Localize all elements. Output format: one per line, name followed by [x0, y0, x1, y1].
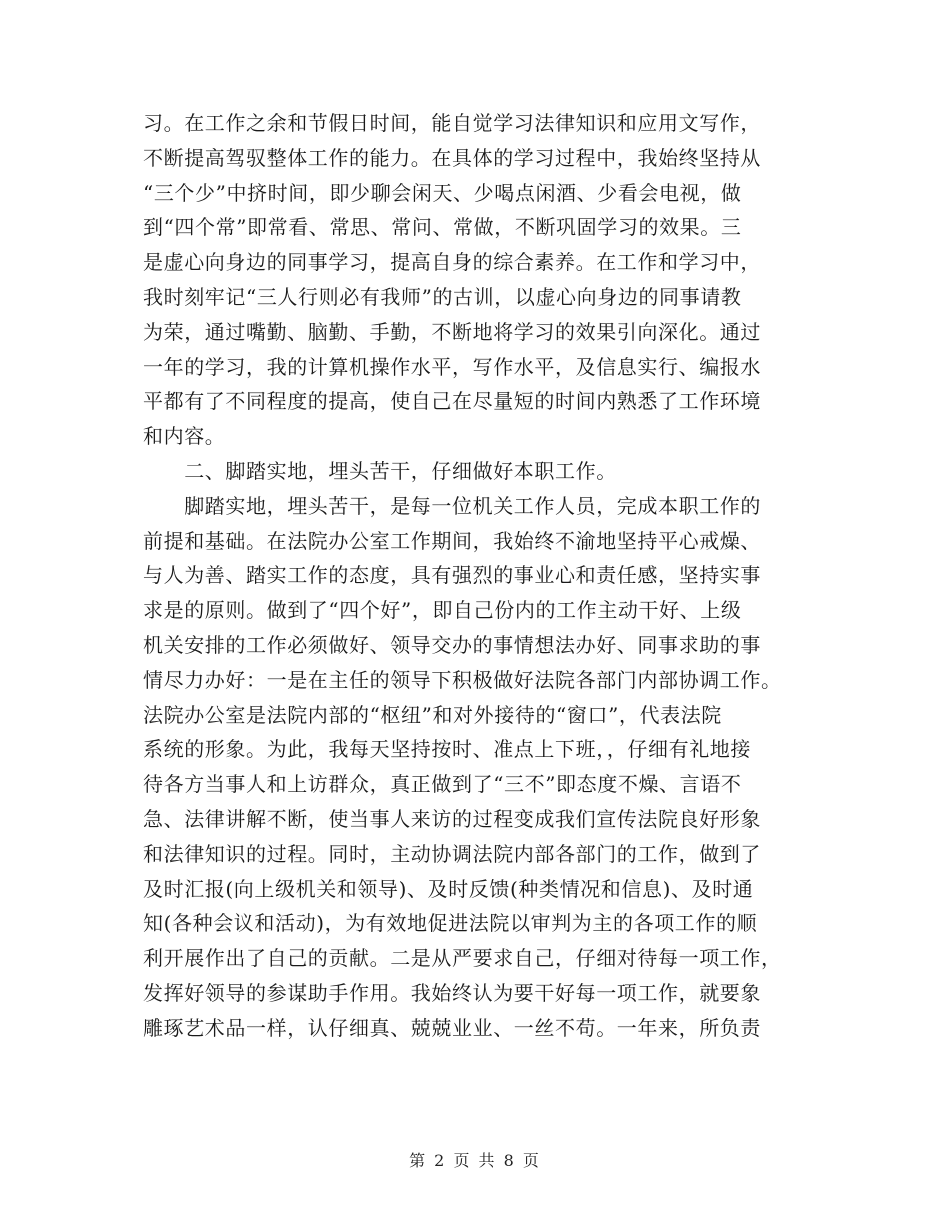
- text-line: 我时刻牢记“三人行则必有我师”的古训，以虚心向身边的同事请教: [143, 284, 742, 309]
- text-line: 求是的原则。做到了“四个好”，即自己份内的工作主动干好、上级: [143, 598, 742, 623]
- text-line: 情尽力办好：一是在主任的领导下积极做好法院各部门内部协调工作。: [143, 667, 782, 692]
- text-line: 一年的学习，我的计算机操作水平，写作水平，及信息实行、编报水: [143, 354, 761, 379]
- text-line: 机关安排的工作必须做好、领导交办的事情想法办好、同事求助的事: [143, 632, 761, 657]
- text-line: 前提和基础。在法院办公室工作期间，我始终不渝地坚持平心戒燥、: [143, 528, 761, 553]
- text-line: 不断提高驾驭整体工作的能力。在具体的学习过程中，我始终坚持从: [143, 145, 761, 170]
- text-line: 急、法律讲解不断，使当事人来访的过程变成我们宣传法院良好形象: [143, 806, 761, 831]
- body-text: [143, 106, 803, 1046]
- text-line: 脚踏实地，埋头苦干，是每一位机关工作人员，完成本职工作的: [143, 493, 761, 518]
- section-heading: 二、脚踏实地，埋头苦干，仔细做好本职工作。: [143, 458, 617, 483]
- text-line: 系统的形象。为此，我每天坚持按时、准点上下班，，仔细有礼地接: [143, 737, 751, 762]
- text-line: 及时汇报(向上级机关和领导)、及时反馈(种类情况和信息)、及时通: [143, 876, 754, 901]
- text-line: 待各方当事人和上访群众，真正做到了“三不”即态度不燥、言语不: [143, 772, 742, 797]
- page-number: 第 2 页 共 8 页: [409, 1151, 541, 1170]
- text-line: “三个少”中挤时间，即少聊会闲天、少喝点闲酒、少看会电视，做: [143, 180, 742, 205]
- text-line: 为荣，通过嘴勤、脑勤、手勤，不断地将学习的效果引向深化。通过: [143, 319, 761, 344]
- text-line: 习。在工作之余和节假日时间，能自觉学习法律知识和应用文写作，: [143, 111, 761, 135]
- text-line: 知(各种会议和活动)，为有效地促进法院以审判为主的各项工作的顺: [143, 911, 758, 936]
- text-line: 利开展作出了自己的贡献。二是从严要求自己，仔细对待每一项工作，: [143, 946, 782, 971]
- page-footer: [0, 1148, 950, 1171]
- text-line: 平都有了不同程度的提高，使自己在尽量短的时间内熟悉了工作环境: [143, 389, 761, 414]
- text-line: 是虚心向身边的同事学习，提高自身的综合素养。在工作和学习中，: [143, 250, 761, 275]
- text-line: 到“四个常”即常看、常思、常问、常做，不断巩固学习的效果。三: [143, 215, 742, 240]
- text-line: 和内容。: [143, 424, 226, 449]
- text-line: 法院办公室是法院内部的“枢纽”和对外接待的“窗口”，代表法院: [143, 702, 722, 727]
- text-line: 与人为善、踏实工作的态度，具有强烈的事业心和责任感，坚持实事: [143, 563, 761, 588]
- text-line: 和法律知识的过程。同时，主动协调法院内部各部门的工作，做到了: [143, 841, 761, 866]
- text-line: 雕琢艺术品一样，认仔细真、兢兢业业、一丝不苟。一年来，所负责: [143, 1015, 761, 1040]
- text-line: 发挥好领导的参谋助手作用。我始终认为要干好每一项工作，就要象: [143, 980, 761, 1005]
